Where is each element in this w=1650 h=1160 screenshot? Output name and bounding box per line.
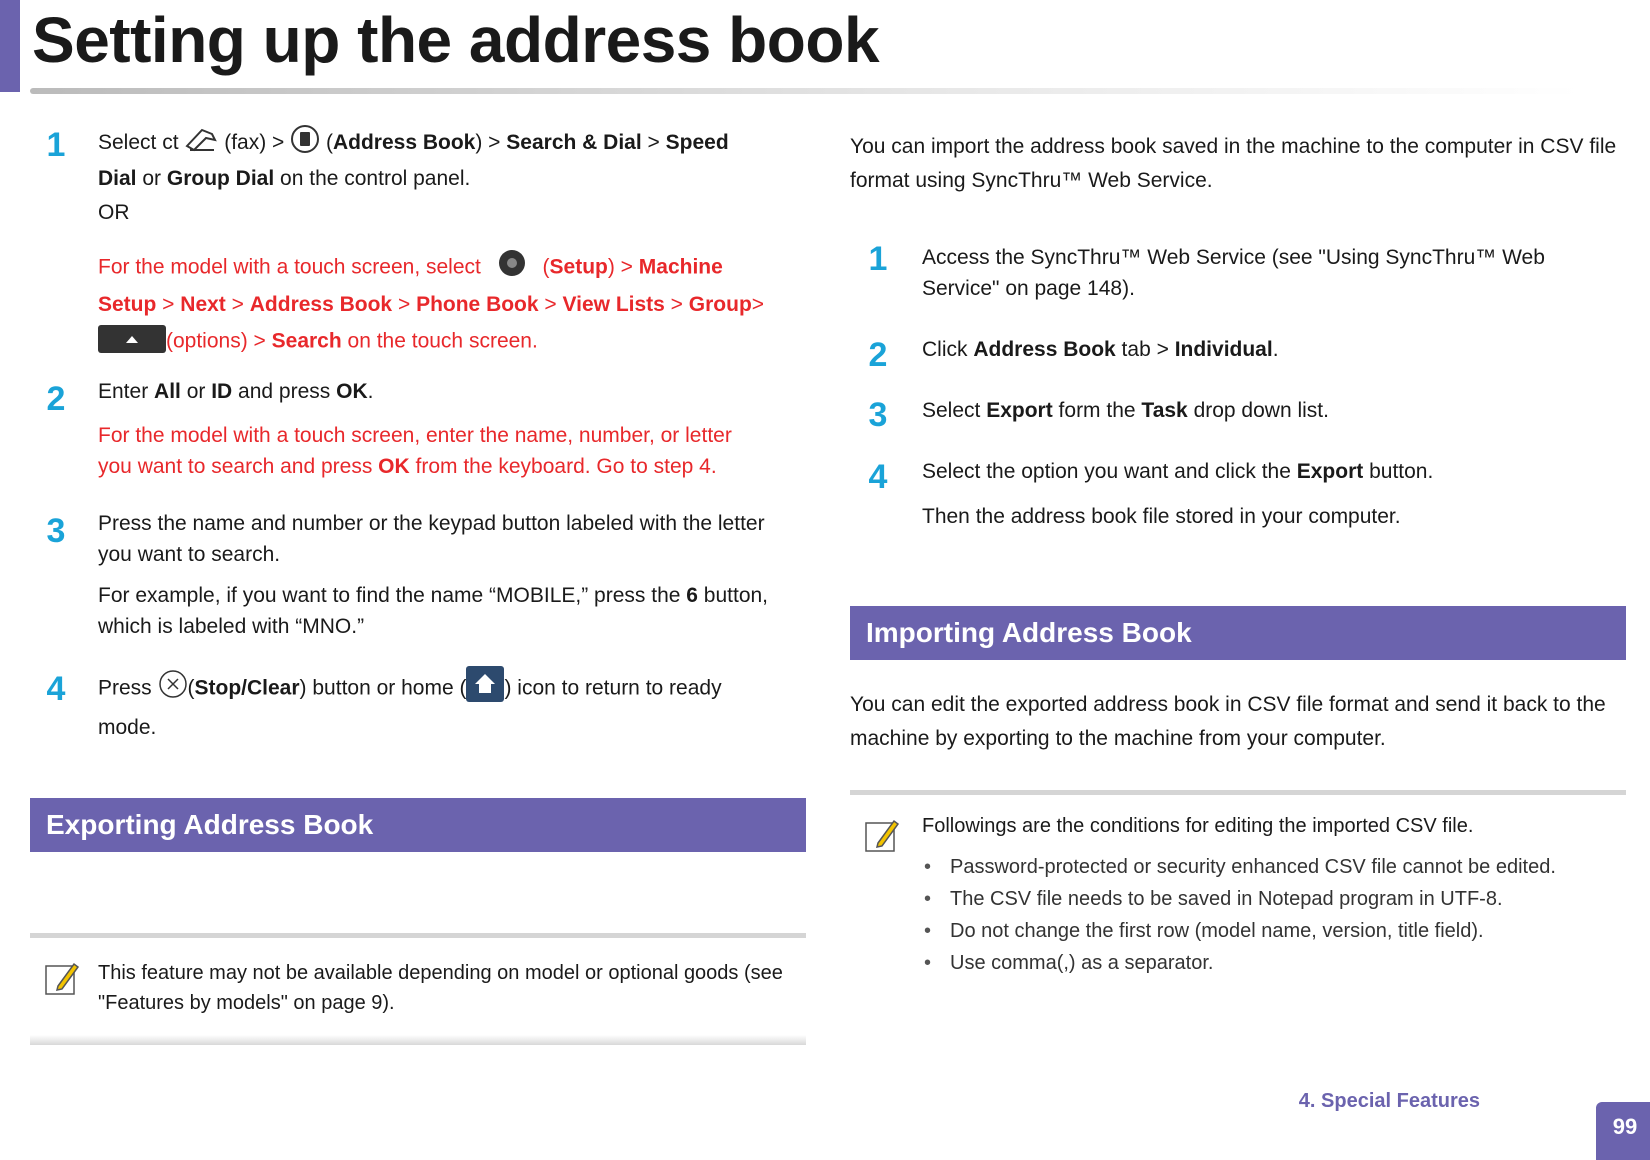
setup-icon bbox=[493, 247, 531, 289]
step-number: 3 bbox=[46, 512, 66, 550]
import-note-list bbox=[922, 851, 1622, 979]
page-number: 99 bbox=[1596, 1102, 1650, 1160]
list-item: • The CSV file needs to be saved in Notepad program in UTF-8. bbox=[922, 883, 1622, 915]
import-note-box bbox=[850, 790, 1626, 995]
step-2-text: Enter All or ID and press OK. bbox=[98, 380, 374, 403]
pencil-note-icon bbox=[44, 958, 78, 996]
step-number: 1 bbox=[46, 126, 66, 164]
list-item: • Password-protected or security enhanced CSV file cannot be edited. bbox=[922, 851, 1622, 883]
step-number: 4 bbox=[46, 670, 66, 708]
right-step-2-text: Click Address Book tab > Individual. bbox=[922, 338, 1279, 361]
list-item: • Use comma(,) as a separator. bbox=[922, 947, 1622, 979]
title-divider bbox=[30, 88, 1580, 94]
right-step-4-result: Then the address book file stored in your computer. bbox=[922, 505, 1401, 528]
step-4-text: Press (Stop/Clear) button or home ( ) icon to return to ready mode. bbox=[98, 666, 770, 744]
right-step-1-text: Access the SyncThru™ Web Service (see "Using SyncThru™ Web Service" on page 148). bbox=[922, 246, 1545, 300]
step-number: 3 bbox=[868, 396, 888, 434]
export-note-text: This feature may not be available depending on model or optional goods (see "Features by models" on page 9). bbox=[98, 962, 783, 1014]
title-accent-bar bbox=[0, 0, 20, 92]
step-2-touch-text: For the model with a touch screen, enter the name, number, or letter you want to search and press OK from the keyboard. Go to step 4. bbox=[98, 424, 732, 478]
step-1-text: Select ct (fax) > (Address Book) > Search & Dial > Speed Dial or Group Dial on the control panel. bbox=[98, 124, 768, 194]
right-step-3-text: Select Export form the Task drop down list. bbox=[922, 399, 1329, 422]
stop-clear-icon bbox=[158, 669, 188, 709]
home-icon bbox=[466, 666, 504, 712]
step-number: 2 bbox=[868, 336, 888, 374]
options-icon bbox=[98, 325, 166, 363]
chapter-label: 4. Special Features bbox=[1298, 1090, 1480, 1112]
step-3-example: For example, if you want to find the name “MOBILE,” press the 6 button, which is labeled with “MNO.” bbox=[98, 584, 769, 638]
section-importing-header: Importing Address Book bbox=[850, 606, 1626, 660]
import-text: You can edit the exported address book in CSV file format and send it back to the machine by exporting to the machine from your computer. bbox=[850, 693, 1606, 750]
fax-icon bbox=[184, 124, 218, 163]
page-title: Setting up the address book bbox=[32, 4, 880, 76]
note-divider bbox=[30, 1035, 806, 1045]
step-number: 1 bbox=[868, 240, 888, 278]
section-exporting-header: Exporting Address Book bbox=[30, 798, 806, 852]
list-item: • Do not change the first row (model name, version, title field). bbox=[922, 915, 1622, 947]
step-number: 4 bbox=[868, 458, 888, 496]
right-intro: You can import the address book saved in the machine to the computer in CSV file format using SyncThru™ Web Service. bbox=[850, 135, 1617, 192]
step-1-touch-text: For the model with a touch screen, select (Setup) > Machine Setup > Next > Address Book > Phone Book > View Lists > Group> (options) > Search on the touch screen. bbox=[98, 247, 768, 363]
or-text: OR bbox=[98, 201, 130, 224]
step-number: 2 bbox=[46, 380, 66, 418]
right-step-4-text: Select the option you want and click the Export button. bbox=[922, 460, 1434, 483]
pencil-note-icon bbox=[864, 815, 898, 853]
import-note-title: Followings are the conditions for editing the imported CSV file. bbox=[922, 815, 1474, 837]
step-3-text: Press the name and number or the keypad button labeled with the letter you want to search. bbox=[98, 512, 765, 566]
export-note-box bbox=[30, 933, 806, 1048]
address-book-icon bbox=[290, 124, 320, 163]
